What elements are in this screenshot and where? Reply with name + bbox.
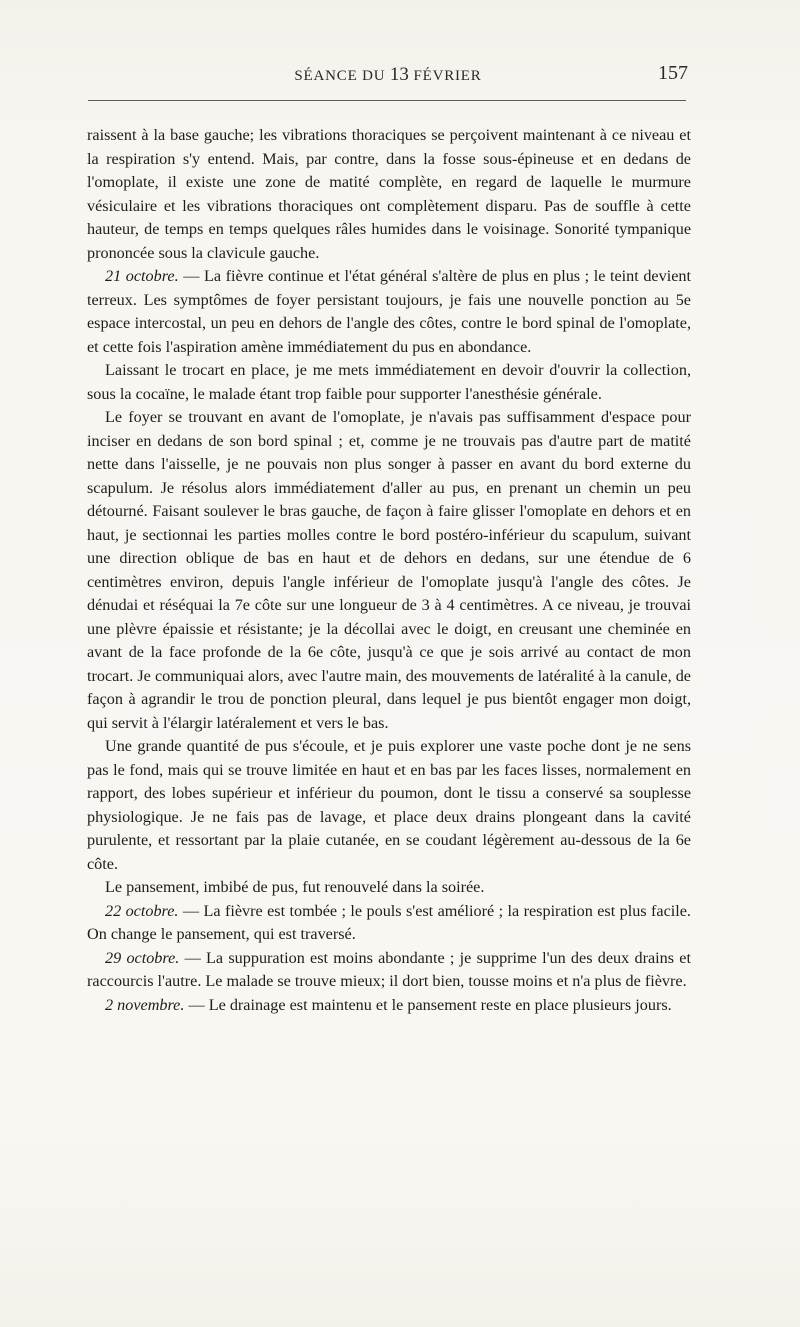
- header-rule: [88, 100, 686, 101]
- paragraph-text: raissent à la base gauche; les vibrations thoraciques se perçoivent maintenant à ce niveau et la respiration s'y entend. Mais, par contre, dans la fosse sous-épineuse et en dedans de l'omoplate, il existe une zone de matité complète, en regard de laquelle le murmure vésiculaire et les vibrations thoraciques ont complètement disparu. Pas de souffle à cette hauteur, de temps en temps quelques râles humides dans le voisinage. Sonorité tympanique prononcée sous la clavicule gauche.: [87, 126, 691, 262]
- paragraph-text: Le pansement, imbibé de pus, fut renouvelé dans la soirée.: [105, 878, 485, 896]
- body-text: [87, 124, 691, 1017]
- running-head-date-number: 13: [389, 64, 409, 85]
- running-head: [88, 64, 688, 86]
- paragraph-3: [87, 359, 691, 406]
- running-head-prefix: SÉANCE DU: [294, 68, 390, 84]
- paragraph-2: [87, 265, 691, 359]
- paragraph-7: [87, 900, 691, 947]
- paragraph-9: [87, 994, 691, 1018]
- page-header: [88, 64, 688, 88]
- paragraph-1: [87, 124, 691, 265]
- paragraph-5: [87, 735, 691, 876]
- running-head-suffix: FÉVRIER: [408, 68, 482, 84]
- paragraph-text: — La fièvre est tombée ; le pouls s'est amélioré ; la respiration est plus facile. On change le pansement, qui est traversé.: [87, 901, 691, 943]
- entry-date: 2 novembre.: [105, 995, 185, 1014]
- paragraph-text: Une grande quantité de pus s'écoule, et je puis explorer une vaste poche dont je ne sens pas le fond, mais qui se trouve limitée en haut et en bas par les faces lisses, normalement en rapport, des lobes supérieur et inférieur du poumon, dont le tissu a conservé sa souplesse physiologique. Je ne fais pas de lavage, et place deux drains plongeant dans la cavité purulente, et ressortant par la plaie cutanée, en se coudant légèrement au-dessous de la 6e côte.: [87, 737, 691, 873]
- paragraph-text: Laissant le trocart en place, je me mets immédiatement en devoir d'ouvrir la collection, sous la cocaïne, le malade étant trop faible pour supporter l'anesthésie générale.: [87, 361, 691, 403]
- page-number: 157: [658, 62, 688, 84]
- entry-date: 29 octobre.: [105, 948, 180, 967]
- paragraph-text: Le foyer se trouvant en avant de l'omoplate, je n'avais pas suffisamment d'espace pour inciser en dedans de son bord spinal ; et, comme je ne trouvais pas d'autre part de matité nette dans l'aisselle, je ne pouvais non plus songer à passer en avant du bord externe du scapulum. Je résolus alors immédiatement d'aller au pus, en prenant un chemin un peu détourné. Faisant soulever le bras gauche, de façon à faire glisser l'omoplate en dehors et en haut, je sectionnai les parties molles contre le bord postéro-inférieur du scapulum, suivant une direction oblique de bas en haut et de dehors en dedans, sur une étendue de 6 centimètres environ, depuis l'angle inférieur de l'omoplate jusqu'à l'angle des côtes. Je dénudai et réséquai la 7e côte sur une longueur de 3 à 4 centimètres. A ce niveau, je trouvai une plèvre épaissie et résistante; je la décollai avec le doigt, en creusant une cheminée en avant de la face profonde de la 6e côte, jusqu'à ce que je sois arrivé au contact de mon trocart. Je communiquai alors, avec l'autre main, des mouvements de latéralité à la canule, de façon à agrandir le trou de ponction pleural, dans lequel je pus bientôt engager mon doigt, qui servit à l'élargir latéralement et vers le bas.: [87, 408, 691, 732]
- paragraph-6: [87, 876, 691, 900]
- paragraph-text: — La fièvre continue et l'état général s'altère de plus en plus ; le teint devient terreux. Les symptômes de foyer persistant toujours, je fais une nouvelle ponction au 5e espace intercostal, un peu en dehors de l'angle des côtes, contre le bord spinal de l'omoplate, et cette fois l'aspiration amène immédiatement du pus en abondance.: [87, 267, 691, 356]
- paragraph-8: [87, 947, 691, 994]
- entry-date: 22 octobre.: [105, 901, 179, 920]
- paragraph-text: — La suppuration est moins abondante ; je supprime l'un des deux drains et raccourcis l'autre. Le malade se trouve mieux; il dort bien, tousse moins et n'a plus de fièvre.: [87, 948, 691, 990]
- entry-date: 21 octobre.: [105, 267, 179, 285]
- paragraph-text: — Le drainage est maintenu et le pansement reste en place plusieurs jours.: [184, 995, 672, 1014]
- paragraph-4: [87, 406, 691, 735]
